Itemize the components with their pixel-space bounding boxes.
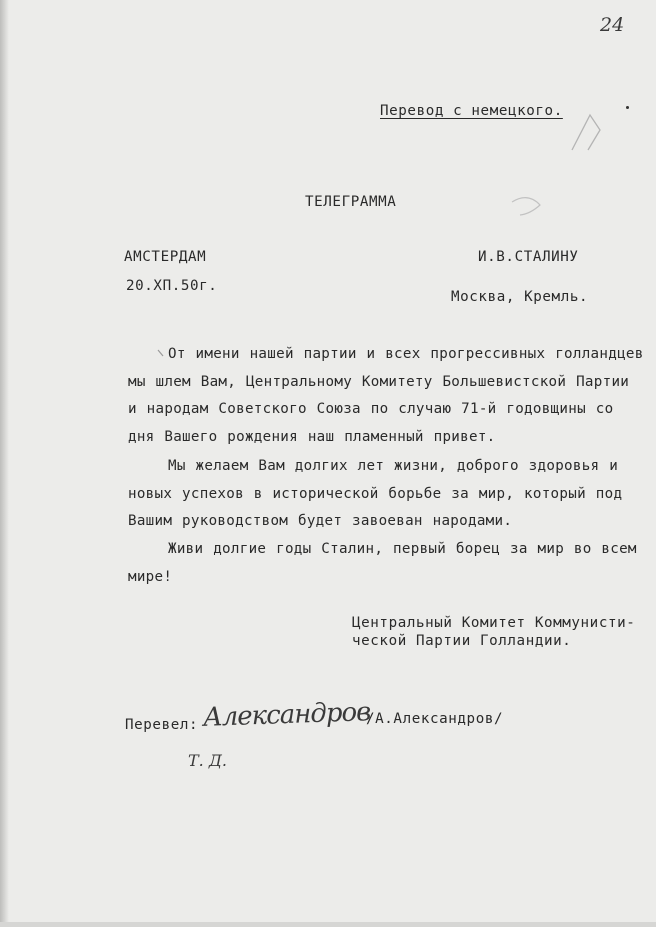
page-number: 24 xyxy=(600,14,625,36)
header-note: Перевод с немецкого. xyxy=(380,103,563,119)
translator-name: /А.Александров/ xyxy=(366,711,504,727)
initials-note: Т. Д. xyxy=(188,751,227,770)
body-paragraph-2: Мы желаем Вам долгих лет жизни, доброго здоровья и новых успехов в исторической борьбе за мир, который под Вашим руководством будет завоеван народами. xyxy=(128,458,623,529)
telegram-title: ТЕЛЕГРАММА xyxy=(305,194,397,210)
origin-city: АМСТЕРДАМ xyxy=(124,249,207,265)
translator-signature: Александров xyxy=(202,697,371,733)
sender-line-1: Центральный Комитет Коммунисти- xyxy=(352,615,636,631)
sender-line-2: ческой Партии Голландии. xyxy=(352,633,572,649)
pencil-mark-mid xyxy=(512,198,540,215)
recipient-name: И.В.СТАЛИНУ xyxy=(478,249,579,265)
pencil-mark-top-right xyxy=(572,115,600,150)
scan-edge-bottom xyxy=(0,922,656,927)
dot-mark xyxy=(626,106,629,109)
recipient-place: Москва, Кремль. xyxy=(451,289,589,305)
translator-label: Перевел: xyxy=(125,717,199,733)
body-paragraph-1: От имени нашей партии и всех прогрессивных голландцев мы шлем Вам, Центральному Комитету Большевистской Партии и народам Советского Союза по случаю 71-й годовщины со дня Вашего рождения наш пламенный привет. xyxy=(128,346,644,445)
body-paragraph-3: Живи долгие годы Сталин, первый борец за мир во всем мире! xyxy=(128,541,637,585)
telegram-date: 20.XП.50г. xyxy=(126,278,218,294)
scan-edge-left xyxy=(0,0,9,927)
